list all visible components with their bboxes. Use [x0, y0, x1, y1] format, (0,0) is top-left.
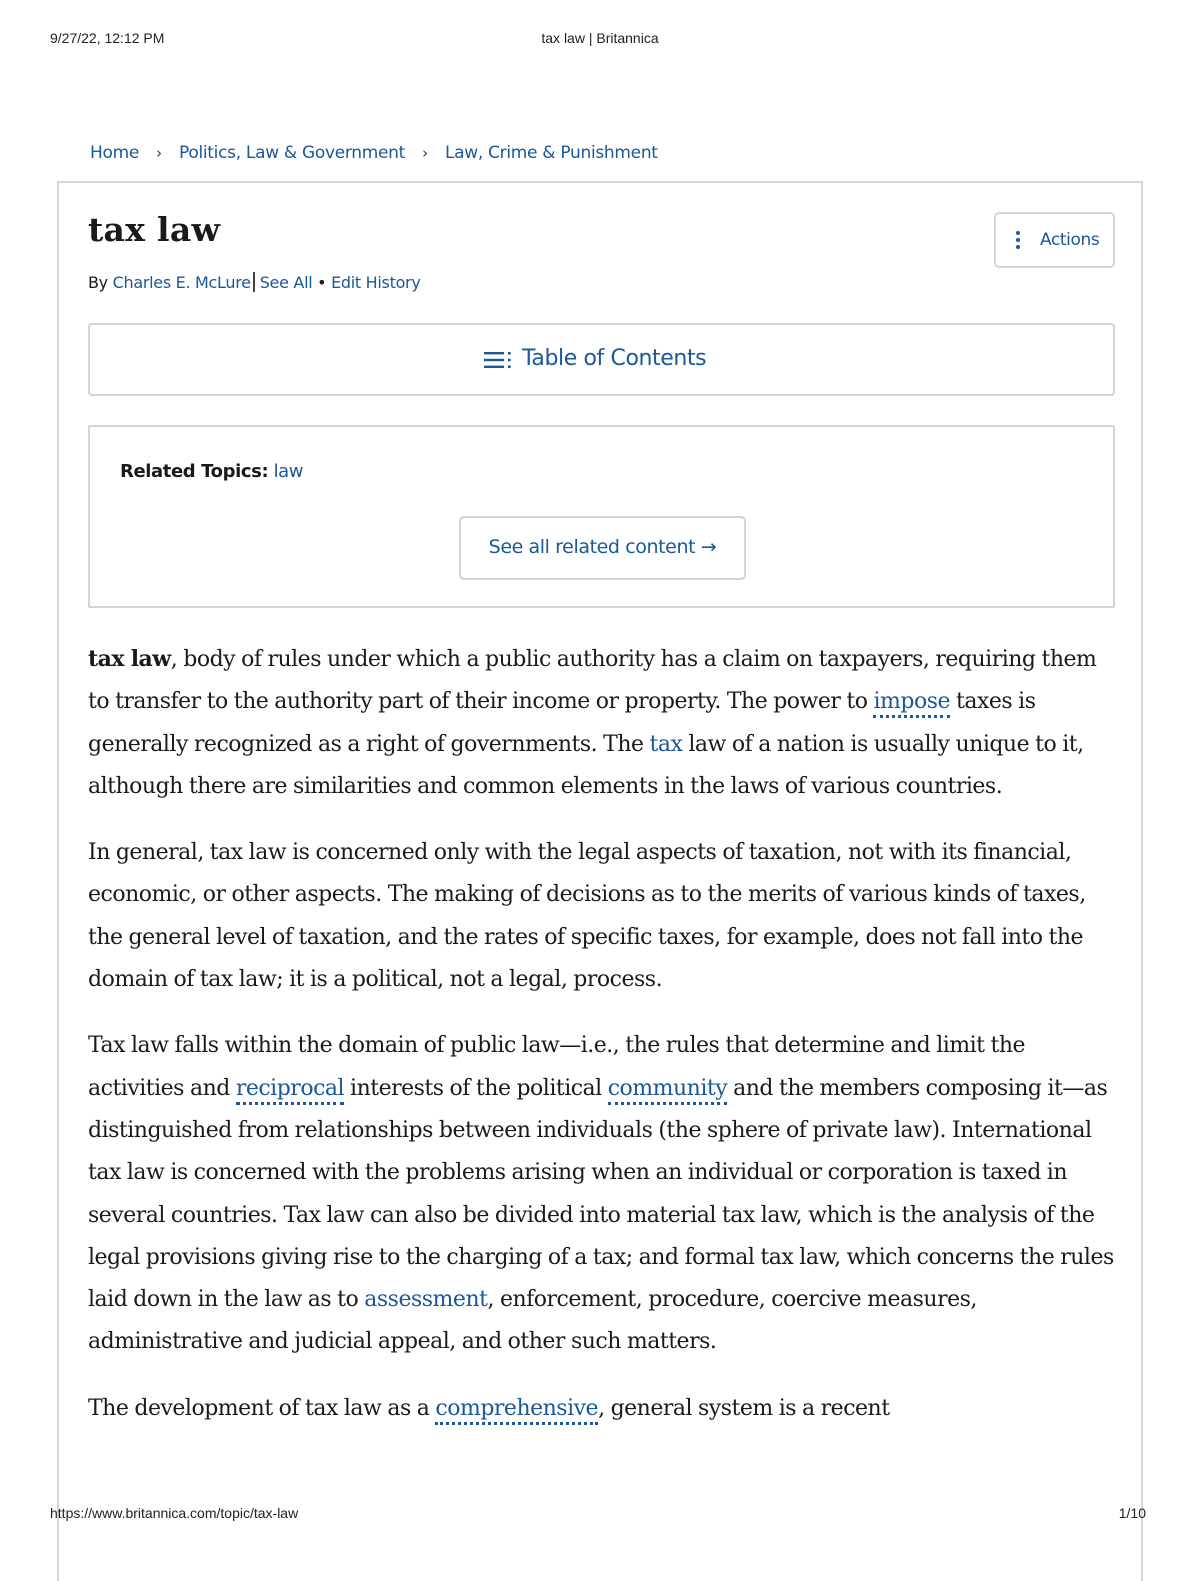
list-icon: [484, 350, 514, 370]
paragraph-text: , body of rules under which a public authority has a claim on taxpayers, requiring them to transfer to the authority part of their income or property. The power to: [88, 647, 1097, 715]
link-comprehensive[interactable]: comprehensive: [435, 1396, 598, 1425]
print-datetime: 9/27/22, 12:12 PM: [50, 30, 165, 46]
link-assessment[interactable]: assessment: [364, 1287, 488, 1313]
paragraph-text: law of a nation is usually unique to it, although there are similarities and common elements in the laws of various countries.: [88, 731, 1084, 799]
author-link[interactable]: Charles E. McLure: [112, 273, 251, 292]
breadcrumb: [90, 143, 658, 163]
byline-dot: •: [317, 273, 327, 292]
breadcrumb-home[interactable]: Home: [90, 143, 140, 163]
edit-history-link[interactable]: Edit History: [331, 273, 421, 292]
paragraph-text: Tax law falls within the domain of public law—i.e., the rules that determine and limit the activities and: [88, 1033, 1026, 1101]
chevron-right-icon: ›: [156, 144, 162, 162]
byline-by: By: [88, 273, 108, 292]
article-term: tax law: [88, 646, 171, 672]
byline-divider: [253, 272, 255, 292]
paragraph-3: [88, 1025, 1118, 1363]
article-body: [88, 638, 1118, 1504]
paragraph-text: interests of the political: [344, 1075, 608, 1101]
paragraph-text: , enforcement, procedure, coercive measures, administrative and judicial appeal, and other such matters.: [88, 1287, 977, 1355]
print-page-title: tax law | Britannica: [541, 30, 659, 46]
print-footer: [0, 1505, 1200, 1525]
link-tax[interactable]: tax: [649, 731, 683, 757]
print-url: https://www.britannica.com/topic/tax-law: [50, 1505, 299, 1521]
chevron-right-icon: ›: [422, 144, 428, 162]
related-topics-label: Related Topics:: [120, 461, 269, 482]
actions-button[interactable]: [994, 212, 1115, 268]
print-page-number: 1/10: [1118, 1505, 1146, 1521]
table-of-contents-label: Table of Contents: [522, 346, 707, 371]
related-topics-box: [88, 425, 1115, 608]
byline: [88, 272, 421, 292]
paragraph-2: In general, tax law is concerned only with the legal aspects of taxation, not with its financial, economic, or other aspects. The making of decisions as to the merits of various kinds of taxes, the general level of taxation, and the rates of specific taxes, for example, does not fall into the domain of tax law; it is a political, not a legal, process.: [88, 840, 1086, 993]
link-community[interactable]: community: [608, 1076, 727, 1105]
page-title: tax law: [88, 210, 221, 249]
kebab-icon: [1016, 231, 1020, 251]
link-reciprocal[interactable]: reciprocal: [236, 1076, 344, 1105]
link-impose[interactable]: impose: [873, 689, 950, 718]
see-all-related-button[interactable]: See all related content →: [459, 516, 746, 580]
breadcrumb-law-crime-punishment[interactable]: Law, Crime & Punishment: [444, 143, 658, 163]
paragraph-text: and the members composing it—as distinguished from relationships between individuals (the sphere of private law). International tax law is concerned with the problems arising when an individual or corporation is taxed in several countries. Tax law can also be divided into material tax law, which is the analysis of the legal provisions giving rise to the charging of a tax; and formal tax law, which concerns the rules laid down in the law as to: [88, 1075, 1114, 1313]
paragraph-text: taxes is generally recognized as a right of governments. The: [88, 689, 1036, 757]
print-header: [0, 30, 1200, 50]
related-topics-line: [120, 461, 303, 482]
paragraph-4: [88, 1388, 1118, 1430]
paragraph-text: The development of tax law as a: [88, 1395, 436, 1421]
related-topic-law[interactable]: law: [273, 461, 304, 482]
breadcrumb-politics-law-government[interactable]: Politics, Law & Government: [179, 143, 405, 163]
paragraph-1: [88, 638, 1118, 808]
paragraph-text: , general system is a recent: [598, 1395, 890, 1421]
actions-label: Actions: [1040, 230, 1100, 250]
see-all-link[interactable]: See All: [259, 273, 313, 292]
table-of-contents-button[interactable]: [88, 323, 1115, 396]
